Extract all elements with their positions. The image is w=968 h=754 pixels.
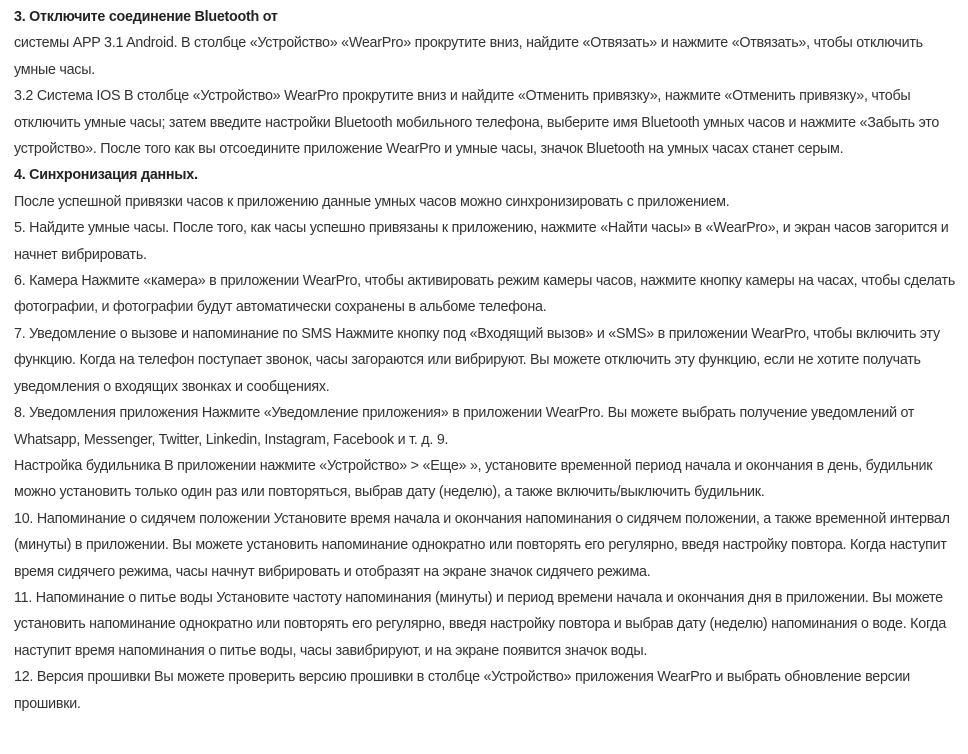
paragraph-sync: После успешной привязки часов к приложению данные умных часов можно синхронизировать с приложением.	[14, 193, 730, 210]
paragraph-camera: 6. Камера Нажмите «камера» в приложении WearPro, чтобы активировать режим камеры часов, нажмите кнопку камеры на часах, чтобы сделать фотографии, и фотографии будут автоматически сохранены в альбоме телефона.	[14, 273, 956, 316]
paragraph-ios-unbind: 3.2 Система IOS В столбце «Устройство» WearPro прокрутите вниз и найдите «Отменить привязку», нажмите «Отменить привязку», чтобы отключить умные часы; затем введите настройки Bluetooth мобильного телефона, выберите имя Bluetooth умных часов и нажмите «Забыть это устройство». После того как вы отсоедините приложение WearPro и умные часы, значок Bluetooth на умных часах станет серым.	[14, 88, 940, 158]
paragraph-water: 11. Напоминание о питье воды Установите частоту напоминания (минуты) и период времени начала и окончания дня в приложении. Вы можете установить напоминание однократно или повторять его регулярно, введя настройку повтора и выбрав дату (неделю) напоминания о воде. Когда наступит время напоминания о питье воды, часы завибрируют, и на экране появится значок воды.	[14, 589, 947, 659]
paragraph-sedentary: 10. Напоминание о сидячем положении Установите время начала и окончания напоминания о сидячем положении, а также временной интервал (минуты) в приложении. Вы можете установить напоминание однократно или повторять его регулярно, введя настройку повтора. Когда наступит время сидячего режима, часы начнут вибрировать и отобразят на экране значок сидячего режима.	[14, 510, 950, 580]
section-heading-sync: 4. Синхронизация данных.	[14, 167, 198, 184]
paragraph-find-watch: 5. Найдите умные часы. После того, как часы успешно привязаны к приложению, нажмите «Найти часы» в «WearPro», и экран часов загорится и начнет вибрировать.	[14, 220, 949, 263]
paragraph-call-sms: 7. Уведомление о вызове и напоминание по SMS Нажмите кнопку под «Входящий вызов» и «SMS» в приложении WearPro, чтобы включить эту функцию. Когда на телефон поступает звонок, часы загораются или вибрируют. Вы можете отключить эту функцию, если не хотите получать уведомления о входящих звонках и сообщениях.	[14, 325, 940, 395]
paragraph-app-notifications: 8. Уведомления приложения Нажмите «Уведомление приложения» в приложении WearPro. Вы можете выбрать получение уведомлений от Whatsapp, Messenger, Twitter, Linkedin, Instagram, Facebook и т. д. 9.	[14, 405, 915, 448]
paragraph-android-unbind: системы APP 3.1 Android. В столбце «Устройство» «WearPro» прокрутите вниз, найдите «Отвязать» и нажмите «Отвязать», чтобы отключить умные часы.	[14, 35, 923, 78]
paragraph-firmware: 12. Версия прошивки Вы можете проверить версию прошивки в столбце «Устройство» приложения WearPro и выбрать обновление версии прошивки.	[14, 669, 911, 712]
section-heading-bluetooth: 3. Отключите соединение Bluetooth от	[14, 9, 278, 25]
paragraph-alarm: Настройка будильника В приложении нажмите «Устройство» > «Еще» », установите временной период начала и окончания в день, будильник можно установить только один раз или повторяться, выбрав дату (неделю), а также включить/выключить будильник.	[14, 457, 933, 501]
